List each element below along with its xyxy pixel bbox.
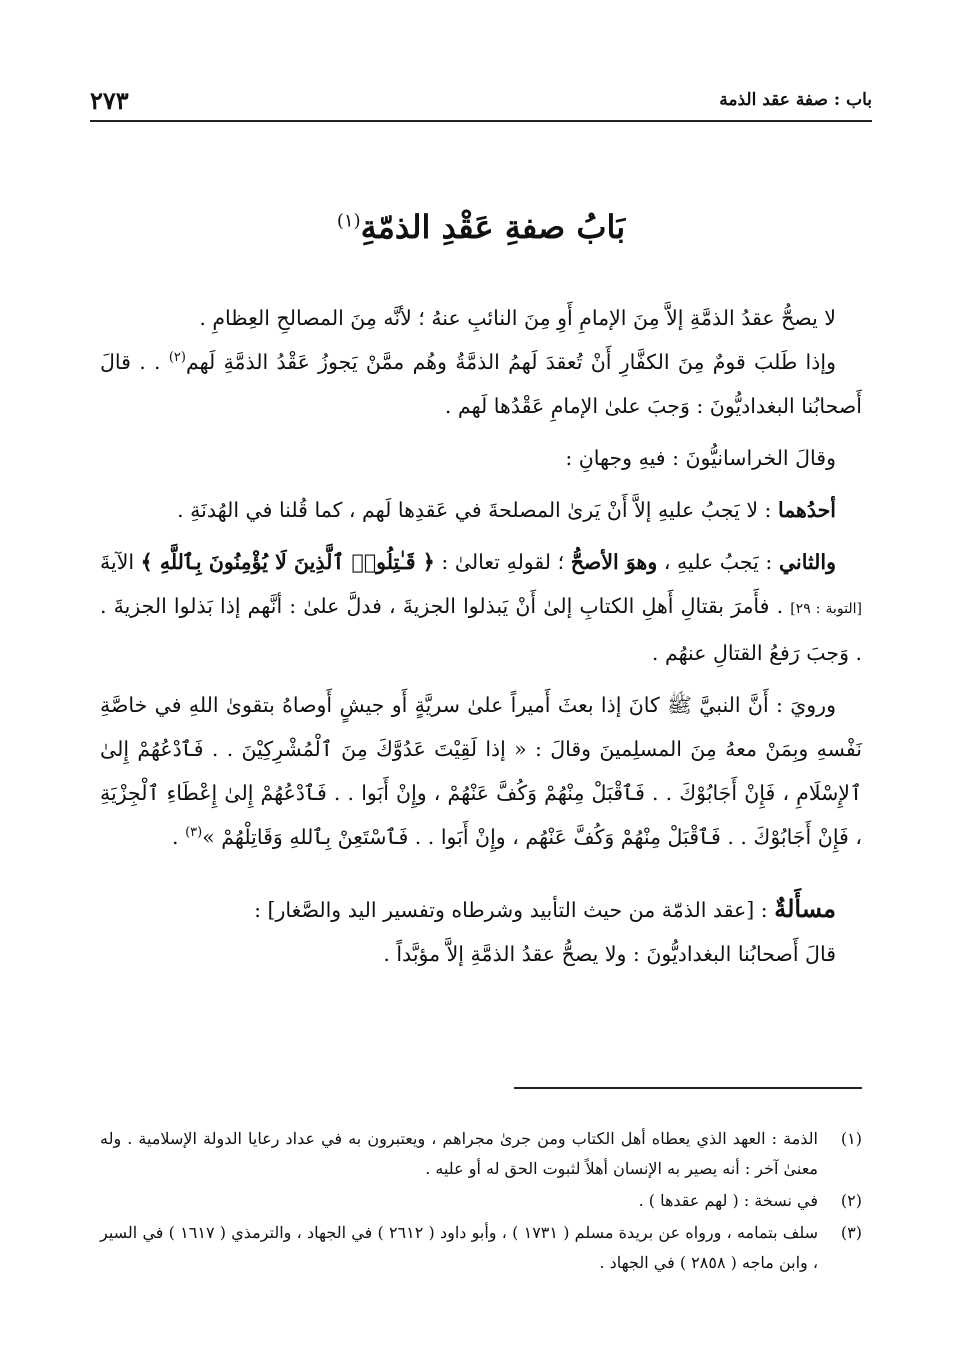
paragraph bbox=[100, 540, 862, 675]
quran-verse: ﴿ قَـٰتِلُوا۟ ٱلَّذِينَ لَا يُؤْمِنُونَ بِٱللَّهِ ﴾ bbox=[140, 550, 435, 574]
paragraph bbox=[100, 932, 862, 976]
footnote-text: الذمة : العهد الذي يعطاه أهل الكتاب ومن جرىٰ مجراهم ، ويعتبرون به في عداد رعايا الدولة الإسلامية . وله معنىٰ آخر : أنه يصير به الإنسان أهلاً لثبوت الحق له أو عليه . bbox=[100, 1129, 818, 1178]
paragraph-text: . . قالَ أَصحابُنا البغداديُّونَ : وَجبَ علىٰ الإمامِ عَقْدُها لَهم . bbox=[100, 350, 862, 418]
footnote-ref: (٢) bbox=[168, 350, 186, 366]
footnote-number: (٢) bbox=[840, 1191, 862, 1210]
paragraph-text: . bbox=[172, 825, 186, 849]
paragraph-text: : لا يَجبُ عليهِ إلاَّ أَنْ يَرىٰ المصلحةَ في عَقدِها لَهم ، كما قُلنا في الهُدنَةِ . bbox=[177, 498, 778, 522]
paragraph-text: الآيةَ bbox=[100, 550, 141, 574]
verse-citation: [التوبة : ٢٩] bbox=[790, 601, 862, 617]
masala-label: مسأَلةٌ bbox=[774, 894, 836, 923]
chapter-title bbox=[90, 208, 872, 246]
page-header bbox=[90, 84, 872, 122]
chapter-title-text: بَابُ صفةِ عَقْدِ الذمّةِ bbox=[360, 208, 626, 246]
footnote bbox=[100, 1186, 862, 1216]
footnote-text: في نسخة : ( لهم عقدها ) . bbox=[638, 1191, 818, 1210]
paragraph-text: لا يصحُّ عقدُ الذمَّةِ إلاَّ مِنَ الإمامِ أَوِ مِنَ النائبِ عنهُ ؛ لأنَّه مِنَ المصالحِ العِظامِ . bbox=[199, 306, 836, 330]
paragraph-text: وإذا طَلبَ قومٌ مِنَ الكفَّارِ أَنْ تُعقدَ لَهمُ الذمَّةُ وهُم ممَّنْ يَجوزُ عَقْدُ الذمَّةِ لَهم bbox=[185, 350, 836, 374]
footnote-number: (١) bbox=[840, 1129, 862, 1148]
paragraph bbox=[100, 436, 862, 480]
footnote-number: (٣) bbox=[840, 1223, 862, 1242]
paragraph bbox=[100, 683, 862, 859]
footnote-ref: (٣) bbox=[185, 825, 203, 841]
emphasis-text: وهوَ الأصحُّ bbox=[570, 550, 658, 574]
paragraph-text: . فأَمرَ بقتالِ أَهلِ الكتابِ إلىٰ أَنْ يَبذلوا الجزيةَ ، فدلَّ علىٰ : أنَّهم إذا بَذلوا الجزيةَ . . وَجبَ رَفعُ القتالِ عنهُم . bbox=[100, 594, 862, 665]
footnote bbox=[100, 1218, 862, 1278]
paragraph bbox=[100, 296, 862, 340]
masala-heading-text: : [عقد الذمّة من حيث التأبيد وشرطاه وتفسير اليد والصَّغار] : bbox=[254, 898, 775, 922]
footnote bbox=[100, 1124, 862, 1184]
masala-heading bbox=[100, 887, 862, 932]
paragraph bbox=[100, 488, 862, 532]
footnote-divider bbox=[514, 1087, 862, 1089]
paragraph-lead: أحدُهما bbox=[777, 498, 836, 522]
chapter-footnote-ref: (١) bbox=[336, 210, 361, 232]
paragraph-text: قالَ أَصحابُنا البغداديُّونَ : ولا يصحُّ عقدُ الذمَّةِ إلاَّ مؤبَّداً . bbox=[383, 942, 836, 966]
paragraph-lead: والثاني bbox=[778, 550, 837, 574]
paragraph bbox=[100, 340, 862, 428]
paragraph-text: ؛ لقولهِ تعالىٰ : bbox=[434, 550, 571, 574]
paragraph-text: وقالَ الخراسانيُّونَ : فيهِ وجهانِ : bbox=[565, 446, 836, 470]
footnotes bbox=[100, 1124, 862, 1280]
masala-section bbox=[100, 887, 862, 976]
footnote-text: سلف بتمامه ، ورواه عن بريدة مسلم ( ١٧٣١ ) ، وأبو داود ( ٢٦١٢ ) في الجهاد ، والترمذي ( ١٦١٧ ) في السير ، وابن ماجه ( ٢٨٥٨ ) في الجهاد . bbox=[100, 1223, 819, 1272]
page-number: ٢٧٣ bbox=[90, 86, 129, 115]
main-text bbox=[100, 296, 862, 976]
running-head: باب : صفة عقد الذمة bbox=[719, 90, 872, 110]
paragraph-text: : يَجبُ عليهِ ، bbox=[657, 550, 779, 574]
paragraph-text: ورويَ : أَنَّ النبيَّ ﷺ كانَ إذا بعثَ أَميراً علىٰ سريَّةٍ أَو جيشٍ أَوصاهُ بتقوىٰ اللهِ في خاصَّةِ نَفْسهِ وبِمَنْ معهُ مِنَ المسلِمينَ وقالَ : « إذا لَقِيْتَ عَدُوَّكَ مِنَ ٱلْمُشْرِكِيْنَ . . فَٱدْعُهُمْ إِلىٰ ٱلإِسْلَامِ ، فَإِنْ أَجَابُوْكَ . . فَٱقْبَلْ مِنْهُمْ وَكُفَّ عَنْهُمْ ، وإِنْ أَبَوا . . فَٱدْعُهُمْ إِلىٰ إِعْطَاءِ ٱلْجِزْيَةِ ، فَإِنْ أَجَابُوْكَ . . فَٱقْبَلْ مِنْهُمْ وَكُفَّ عَنْهُم ، وإِنْ أَبَوا . . فَٱسْتَعِنْ بِٱللهِ وَقَاتِلْهُمْ » bbox=[100, 693, 862, 849]
